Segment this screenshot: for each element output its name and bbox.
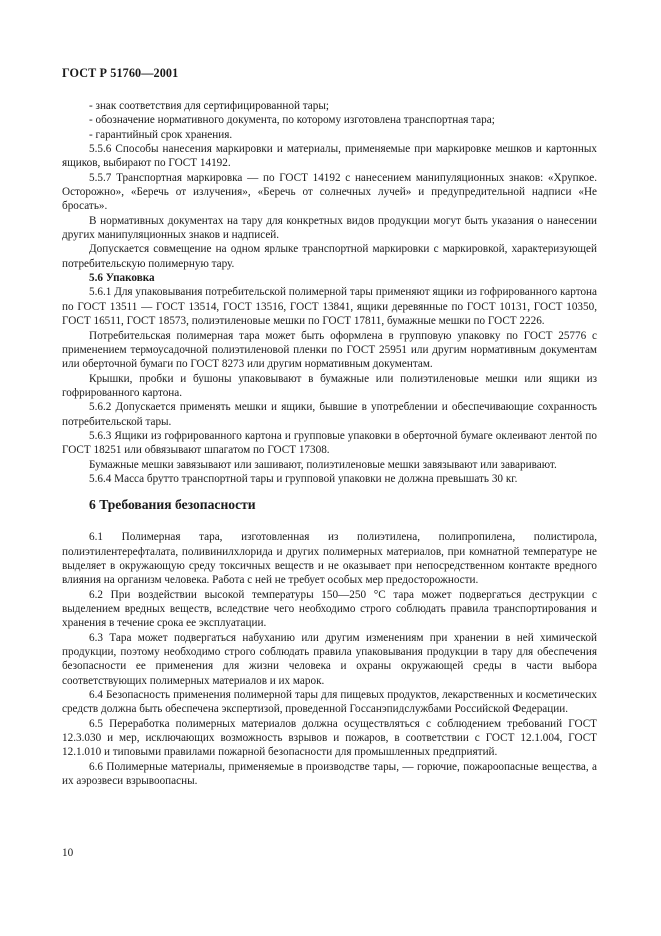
spacer (62, 513, 597, 530)
paragraph: - обозначение нормативного документа, по которому изготовлена транспортная тара; (89, 114, 495, 127)
paragraph: - гарантийный срок хранения. (89, 128, 233, 141)
spacer (62, 486, 597, 497)
paragraph: 5.5.7 Транспортная маркировка — по ГОСТ 14192 с нанесением манипуляционных знаков: «Хрупкое. Осторожно», «Беречь от излучения», «Беречь от солнечных лучей» и предупредительной надписи «Не бросать». (62, 171, 597, 213)
document-header: ГОСТ Р 51760—2001 (62, 66, 179, 80)
paragraph: В нормативных документах на тару для конкретных видов продукции могут быть указания о нанесении других манипуляционных знаков и надписей. (62, 214, 597, 242)
paragraph: 5.6.4 Масса брутто транспортной тары и групповой упаковки не должна превышать 30 кг. (89, 472, 518, 485)
paragraph: Крышки, пробки и бушоны упаковывают в бумажные или полиэтиленовые мешки или ящики из гофрированного картона. (62, 372, 597, 399)
paragraph: 5.6.1 Для упаковывания потребительской полимерной тары применяют ящики из гофрированного картона по ГОСТ 13511 — ГОСТ 13514, ГОСТ 13516, ГОСТ 13841, ящики деревянные по ГОСТ 10131, ГОСТ 10350, ГОСТ 16511, ГОСТ 18573, полиэтиленовые мешки по ГОСТ 17811, бумажные мешки по ГОСТ 2226. (62, 286, 597, 328)
paragraph: Потребительская полимерная тара может быть оформлена в групповую упаковку по ГОСТ 25776 с применением термоусадочной полиэтиленовой пленки по ГОСТ 25951 или другим нормативным документам или оберточной бумаги по ГОСТ 8273 или другим нормативным документам. (62, 329, 597, 371)
paragraph: Бумажные мешки завязывают или зашивают, полиэтиленовые мешки завязывают или заваривают. (89, 458, 557, 471)
paragraph: 6.3 Тара может подвергаться набуханию или другим изменениям при хранении в ней химической продукции, поэтому необходимо строго соблюдать правила упаковывания продукции в тару для обеспечения безопасности ее применения для жизни человека и охраны окружающей среды в части выбора соответствующих полимерных материалов и их марок. (62, 631, 597, 687)
page-number: 10 (62, 847, 74, 859)
paragraph: 6.4 Безопасность применения полимерной тары для пищевых продуктов, лекарственных и косметических средств должна быть обеспечена экспертизой, проведенной Госсанэпидслужбами Российской Федерации. (62, 689, 597, 716)
subsection-title: 5.6 Упаковка (89, 272, 155, 285)
paragraph: 6.1 Полимерная тара, изготовленная из полиэтилена, полипропилена, полистирола, полиэтилентерефталата, поливинилхлорида и других полимерных материалов, при комнатной температуре не выделяет в окружающую среду токсичных веществ и не оказывает при непосредственном контакте вредного влияния на организм человека. Работа с ней не требует особых мер предосторожности. (62, 531, 597, 587)
paragraph: 5.6.3 Ящики из гофрированного картона и групповые упаковки в оберточной бумаге оклеивают лентой по ГОСТ 18251 или обвязывают шпагатом по ГОСТ 17308. (62, 429, 597, 457)
document-body (62, 99, 597, 788)
paragraph: 6.6 Полимерные материалы, применяемые в производстве тары, — горючие, пожароопасные вещества, а их аэрозвеси взрывоопасны. (62, 760, 597, 788)
paragraph: 5.5.6 Способы нанесения маркировки и материалы, применяемые при маркировке мешков и картонных ящиков, выбирают по ГОСТ 14192. (62, 143, 597, 170)
paragraph: 5.6.2 Допускается применять мешки и ящики, бывшие в употреблении и обеспечивающие сохранность потребительской тары. (62, 401, 597, 428)
paragraph: 6.2 При воздействии высокой температуры 150—250 °С тара может подвергаться деструкции с выделением вредных веществ, вследствие чего необходимо строго соблюдать правила транспортирования и хранения в течение срока ее эксплуатации. (62, 588, 597, 630)
section-title: 6 Требования безопасности (89, 497, 256, 513)
paragraph: - знак соответствия для сертифицированной тары; (89, 100, 329, 112)
paragraph: 6.5 Переработка полимерных материалов должна осуществляться с соблюдением требований ГОСТ 12.3.030 и мер, исключающих возможность взрывов и пожаров, в соответствии с ГОСТ 12.1.004, ГОСТ 12.1.010 и типовыми правилами пожарной безопасности для промышленных предприятий. (62, 717, 597, 759)
paragraph: Допускается совмещение на одном ярлыке транспортной маркировки с маркировкой, характеризующей потребительскую полимерную тару. (62, 243, 597, 270)
